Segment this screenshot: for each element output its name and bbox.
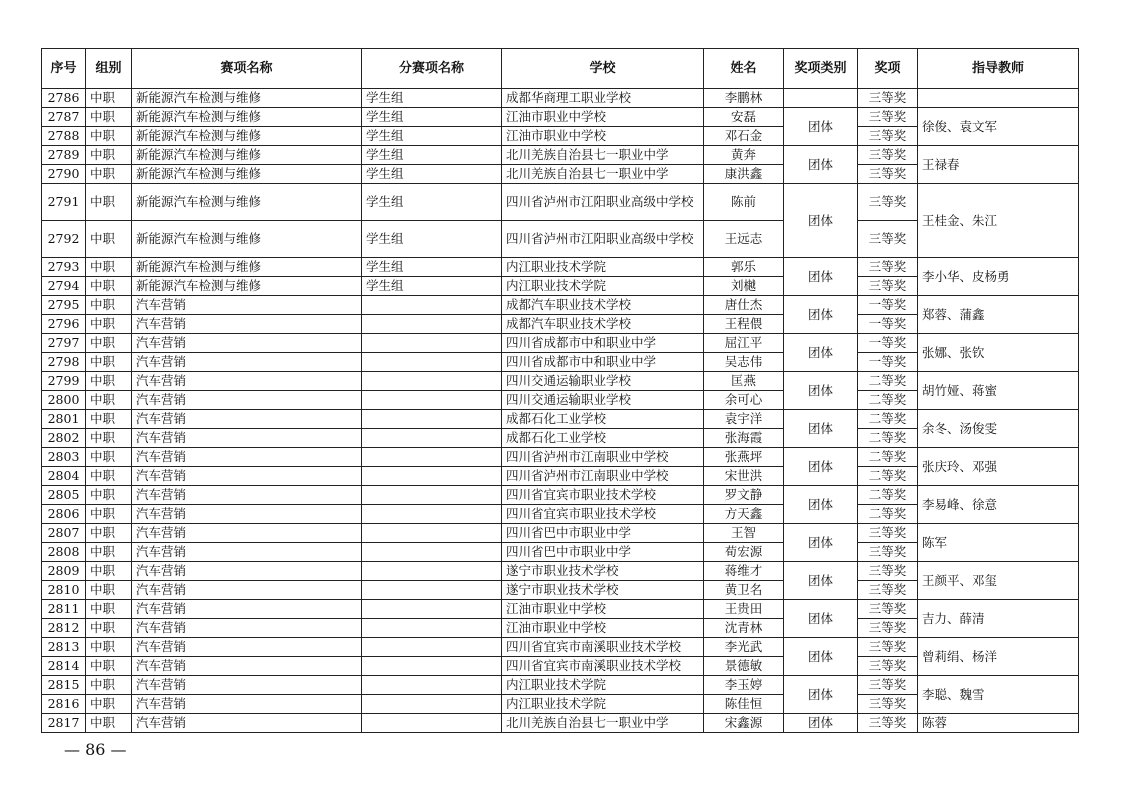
- cell-award-type: 团体: [784, 410, 858, 448]
- cell-group: 中职: [86, 353, 132, 372]
- cell-name: 李玉婷: [704, 676, 784, 695]
- table-row: [42, 258, 1079, 277]
- cell-school: 北川羌族自治县七一职业中学: [502, 714, 704, 733]
- cell-event: 新能源汽车检测与维修: [132, 89, 362, 108]
- cell-school: 四川交通运输职业学校: [502, 372, 704, 391]
- cell-no: 2792: [42, 221, 86, 258]
- cell-award: 三等奖: [858, 108, 918, 127]
- header-no: 序号: [42, 49, 86, 89]
- cell-event: 汽车营销: [132, 429, 362, 448]
- table-row: [42, 448, 1079, 467]
- cell-no: 2810: [42, 581, 86, 600]
- cell-group: 中职: [86, 581, 132, 600]
- cell-award: 三等奖: [858, 524, 918, 543]
- cell-award: 三等奖: [858, 258, 918, 277]
- cell-group: 中职: [86, 334, 132, 353]
- cell-name: 王程偎: [704, 315, 784, 334]
- table-row: [42, 562, 1079, 581]
- cell-award: 二等奖: [858, 391, 918, 410]
- cell-event: 新能源汽车检测与维修: [132, 146, 362, 165]
- table-row: [42, 676, 1079, 695]
- table-row: [42, 146, 1079, 165]
- cell-group: 中职: [86, 165, 132, 184]
- cell-no: 2791: [42, 184, 86, 221]
- cell-no: 2799: [42, 372, 86, 391]
- cell-no: 2807: [42, 524, 86, 543]
- cell-no: 2809: [42, 562, 86, 581]
- cell-no: 2801: [42, 410, 86, 429]
- cell-school: 四川省宜宾市南溪职业技术学校: [502, 657, 704, 676]
- cell-sub-event: [362, 657, 502, 676]
- cell-name: 方天鑫: [704, 505, 784, 524]
- cell-award: 三等奖: [858, 638, 918, 657]
- cell-group: 中职: [86, 486, 132, 505]
- cell-name: 景德敏: [704, 657, 784, 676]
- table-row: [42, 410, 1079, 429]
- cell-event: 新能源汽车检测与维修: [132, 127, 362, 146]
- cell-name: 沈青林: [704, 619, 784, 638]
- cell-no: 2787: [42, 108, 86, 127]
- cell-name: 荀宏源: [704, 543, 784, 562]
- header-event: 赛项名称: [132, 49, 362, 89]
- cell-school: 遂宁市职业技术学校: [502, 562, 704, 581]
- cell-sub-event: [362, 296, 502, 315]
- cell-award: 二等奖: [858, 486, 918, 505]
- cell-event: 汽车营销: [132, 296, 362, 315]
- cell-sub-event: [362, 695, 502, 714]
- cell-teacher: 王颜平、邓玺: [918, 562, 1079, 600]
- cell-teacher: 王桂金、朱江: [918, 184, 1079, 258]
- cell-teacher: 陈蓉: [918, 714, 1079, 733]
- table-row: [42, 372, 1079, 391]
- cell-name: 李鹏林: [704, 89, 784, 108]
- cell-no: 2812: [42, 619, 86, 638]
- page-number: — 86 —: [64, 740, 127, 759]
- cell-name: 王贵田: [704, 600, 784, 619]
- cell-teacher: 曾莉绢、杨洋: [918, 638, 1079, 676]
- cell-sub-event: 学生组: [362, 89, 502, 108]
- cell-name: 匡燕: [704, 372, 784, 391]
- cell-award-type: 团体: [784, 334, 858, 372]
- cell-award: 三等奖: [858, 562, 918, 581]
- cell-award: 二等奖: [858, 467, 918, 486]
- cell-award-type: 团体: [784, 638, 858, 676]
- cell-award: 三等奖: [858, 714, 918, 733]
- cell-event: 汽车营销: [132, 391, 362, 410]
- cell-award-type: [784, 89, 858, 108]
- cell-no: 2811: [42, 600, 86, 619]
- table-row: [42, 638, 1079, 657]
- cell-no: 2798: [42, 353, 86, 372]
- cell-event: 汽车营销: [132, 695, 362, 714]
- cell-no: 2802: [42, 429, 86, 448]
- cell-no: 2789: [42, 146, 86, 165]
- cell-no: 2793: [42, 258, 86, 277]
- cell-name: 余可心: [704, 391, 784, 410]
- cell-name: 张海霞: [704, 429, 784, 448]
- cell-no: 2806: [42, 505, 86, 524]
- cell-no: 2814: [42, 657, 86, 676]
- cell-sub-event: 学生组: [362, 165, 502, 184]
- cell-event: 新能源汽车检测与维修: [132, 258, 362, 277]
- cell-sub-event: 学生组: [362, 127, 502, 146]
- cell-award: 二等奖: [858, 448, 918, 467]
- cell-group: 中职: [86, 296, 132, 315]
- cell-no: 2796: [42, 315, 86, 334]
- cell-school: 内江职业技术学院: [502, 695, 704, 714]
- cell-name: 王远志: [704, 221, 784, 258]
- cell-name: 李光武: [704, 638, 784, 657]
- cell-event: 汽车营销: [132, 600, 362, 619]
- cell-name: 吴志伟: [704, 353, 784, 372]
- cell-event: 汽车营销: [132, 619, 362, 638]
- cell-name: 罗文静: [704, 486, 784, 505]
- cell-event: 汽车营销: [132, 315, 362, 334]
- cell-award: 三等奖: [858, 165, 918, 184]
- cell-group: 中职: [86, 619, 132, 638]
- cell-sub-event: [362, 714, 502, 733]
- cell-name: 邓石金: [704, 127, 784, 146]
- cell-teacher: 李聪、魏雪: [918, 676, 1079, 714]
- cell-group: 中职: [86, 127, 132, 146]
- cell-group: 中职: [86, 562, 132, 581]
- cell-name: 唐仕杰: [704, 296, 784, 315]
- cell-school: 成都汽车职业技术学校: [502, 296, 704, 315]
- cell-event: 汽车营销: [132, 372, 362, 391]
- header-name: 姓名: [704, 49, 784, 89]
- cell-school: 四川省宜宾市职业技术学校: [502, 486, 704, 505]
- cell-award: 二等奖: [858, 505, 918, 524]
- cell-event: 汽车营销: [132, 524, 362, 543]
- cell-event: 汽车营销: [132, 562, 362, 581]
- cell-teacher: 李易峰、徐意: [918, 486, 1079, 524]
- cell-group: 中职: [86, 184, 132, 221]
- cell-teacher: 胡竹娅、蒋蜜: [918, 372, 1079, 410]
- cell-no: 2788: [42, 127, 86, 146]
- cell-school: 四川省宜宾市南溪职业技术学校: [502, 638, 704, 657]
- cell-sub-event: [362, 543, 502, 562]
- cell-sub-event: [362, 429, 502, 448]
- cell-teacher: 余冬、汤俊雯: [918, 410, 1079, 448]
- cell-event: 汽车营销: [132, 505, 362, 524]
- cell-sub-event: [362, 562, 502, 581]
- cell-group: 中职: [86, 221, 132, 258]
- cell-award-type: 团体: [784, 486, 858, 524]
- cell-school: 四川省成都市中和职业中学: [502, 353, 704, 372]
- cell-group: 中职: [86, 505, 132, 524]
- table-row: [42, 296, 1079, 315]
- cell-sub-event: [362, 410, 502, 429]
- cell-school: 北川羌族自治县七一职业中学: [502, 146, 704, 165]
- cell-award-type: 团体: [784, 448, 858, 486]
- cell-group: 中职: [86, 410, 132, 429]
- cell-event: 汽车营销: [132, 581, 362, 600]
- cell-school: 四川省宜宾市职业技术学校: [502, 505, 704, 524]
- header-row: [42, 49, 1079, 89]
- cell-award-type: 团体: [784, 296, 858, 334]
- cell-school: 四川省巴中市职业中学: [502, 543, 704, 562]
- cell-name: 康洪鑫: [704, 165, 784, 184]
- cell-award-type: 团体: [784, 562, 858, 600]
- cell-award: 三等奖: [858, 277, 918, 296]
- cell-sub-event: [362, 676, 502, 695]
- cell-sub-event: [362, 600, 502, 619]
- cell-school: 江油市职业中学校: [502, 127, 704, 146]
- cell-event: 汽车营销: [132, 353, 362, 372]
- cell-no: 2815: [42, 676, 86, 695]
- header-award: 奖项: [858, 49, 918, 89]
- cell-sub-event: [362, 619, 502, 638]
- cell-name: 安磊: [704, 108, 784, 127]
- cell-sub-event: 学生组: [362, 146, 502, 165]
- cell-no: 2817: [42, 714, 86, 733]
- cell-school: 内江职业技术学院: [502, 258, 704, 277]
- cell-award: 一等奖: [858, 315, 918, 334]
- cell-school: 四川省巴中市职业中学: [502, 524, 704, 543]
- cell-event: 汽车营销: [132, 714, 362, 733]
- cell-sub-event: [362, 581, 502, 600]
- cell-group: 中职: [86, 146, 132, 165]
- cell-name: 黄卫名: [704, 581, 784, 600]
- cell-teacher: [918, 89, 1079, 108]
- cell-event: 汽车营销: [132, 676, 362, 695]
- table-row: [42, 714, 1079, 733]
- cell-award: 三等奖: [858, 221, 918, 258]
- cell-group: 中职: [86, 108, 132, 127]
- cell-group: 中职: [86, 315, 132, 334]
- cell-award-type: 团体: [784, 714, 858, 733]
- cell-group: 中职: [86, 89, 132, 108]
- cell-name: 郭乐: [704, 258, 784, 277]
- cell-group: 中职: [86, 391, 132, 410]
- cell-teacher: 徐俊、袁文军: [918, 108, 1079, 146]
- cell-award: 三等奖: [858, 146, 918, 165]
- cell-award: 一等奖: [858, 353, 918, 372]
- cell-name: 袁宇洋: [704, 410, 784, 429]
- cell-event: 新能源汽车检测与维修: [132, 277, 362, 296]
- cell-group: 中职: [86, 277, 132, 296]
- cell-award-type: 团体: [784, 372, 858, 410]
- cell-teacher: 陈军: [918, 524, 1079, 562]
- cell-sub-event: [362, 638, 502, 657]
- cell-sub-event: [362, 524, 502, 543]
- cell-school: 北川羌族自治县七一职业中学: [502, 165, 704, 184]
- cell-school: 江油市职业中学校: [502, 108, 704, 127]
- cell-teacher: 李小华、皮杨勇: [918, 258, 1079, 296]
- cell-name: 黄奔: [704, 146, 784, 165]
- table-row: [42, 524, 1079, 543]
- cell-no: 2795: [42, 296, 86, 315]
- cell-group: 中职: [86, 657, 132, 676]
- header-award-type: 奖项类别: [784, 49, 858, 89]
- cell-event: 新能源汽车检测与维修: [132, 221, 362, 258]
- cell-award: 三等奖: [858, 657, 918, 676]
- cell-event: 新能源汽车检测与维修: [132, 165, 362, 184]
- cell-event: 汽车营销: [132, 657, 362, 676]
- cell-sub-event: 学生组: [362, 221, 502, 258]
- table-row: [42, 486, 1079, 505]
- cell-award: 一等奖: [858, 296, 918, 315]
- cell-school: 内江职业技术学院: [502, 676, 704, 695]
- cell-sub-event: [362, 315, 502, 334]
- cell-event: 汽车营销: [132, 410, 362, 429]
- header-sub-event: 分赛项名称: [362, 49, 502, 89]
- cell-group: 中职: [86, 676, 132, 695]
- header-group: 组别: [86, 49, 132, 89]
- cell-no: 2804: [42, 467, 86, 486]
- cell-school: 遂宁市职业技术学校: [502, 581, 704, 600]
- cell-school: 四川省成都市中和职业中学: [502, 334, 704, 353]
- cell-award: 二等奖: [858, 410, 918, 429]
- cell-award-type: 团体: [784, 108, 858, 146]
- cell-award: 三等奖: [858, 619, 918, 638]
- cell-school: 四川省泸州市江南职业中学校: [502, 448, 704, 467]
- cell-sub-event: 学生组: [362, 277, 502, 296]
- cell-award: 三等奖: [858, 581, 918, 600]
- cell-award-type: 团体: [784, 600, 858, 638]
- cell-school: 四川省泸州市江阳职业高级中学校: [502, 221, 704, 258]
- cell-no: 2800: [42, 391, 86, 410]
- table-row: [42, 89, 1079, 108]
- cell-no: 2808: [42, 543, 86, 562]
- cell-name: 蒋维才: [704, 562, 784, 581]
- cell-school: 内江职业技术学院: [502, 277, 704, 296]
- cell-event: 汽车营销: [132, 486, 362, 505]
- cell-event: 汽车营销: [132, 543, 362, 562]
- cell-teacher: 吉力、薛清: [918, 600, 1079, 638]
- cell-no: 2813: [42, 638, 86, 657]
- cell-school: 江油市职业中学校: [502, 600, 704, 619]
- table-row: [42, 108, 1079, 127]
- cell-no: 2797: [42, 334, 86, 353]
- award-table: [41, 48, 1079, 733]
- cell-teacher: 郑蓉、蒲鑫: [918, 296, 1079, 334]
- cell-teacher: 王禄春: [918, 146, 1079, 184]
- cell-award-type: 团体: [784, 676, 858, 714]
- cell-name: 宋世洪: [704, 467, 784, 486]
- cell-school: 成都华商理工职业学校: [502, 89, 704, 108]
- header-school: 学校: [502, 49, 704, 89]
- cell-group: 中职: [86, 600, 132, 619]
- cell-sub-event: [362, 448, 502, 467]
- cell-award-type: 团体: [784, 184, 858, 258]
- cell-school: 江油市职业中学校: [502, 619, 704, 638]
- cell-award: 三等奖: [858, 127, 918, 146]
- table-row: [42, 334, 1079, 353]
- cell-name: 陈佳恒: [704, 695, 784, 714]
- cell-no: 2803: [42, 448, 86, 467]
- cell-award: 二等奖: [858, 372, 918, 391]
- cell-group: 中职: [86, 258, 132, 277]
- cell-award: 三等奖: [858, 676, 918, 695]
- cell-sub-event: [362, 505, 502, 524]
- cell-event: 汽车营销: [132, 334, 362, 353]
- cell-no: 2816: [42, 695, 86, 714]
- cell-school: 成都汽车职业技术学校: [502, 315, 704, 334]
- cell-name: 陈前: [704, 184, 784, 221]
- cell-event: 汽车营销: [132, 448, 362, 467]
- cell-name: 王智: [704, 524, 784, 543]
- cell-award: 二等奖: [858, 429, 918, 448]
- cell-group: 中职: [86, 429, 132, 448]
- cell-award: 三等奖: [858, 89, 918, 108]
- cell-name: 张燕坪: [704, 448, 784, 467]
- header-teacher: 指导教师: [918, 49, 1079, 89]
- cell-sub-event: [362, 391, 502, 410]
- cell-school: 四川省泸州市江南职业中学校: [502, 467, 704, 486]
- cell-award: 三等奖: [858, 695, 918, 714]
- cell-award: 三等奖: [858, 184, 918, 221]
- cell-sub-event: [362, 334, 502, 353]
- cell-group: 中职: [86, 543, 132, 562]
- cell-event: 汽车营销: [132, 467, 362, 486]
- cell-sub-event: [362, 467, 502, 486]
- cell-school: 成都石化工业学校: [502, 429, 704, 448]
- cell-group: 中职: [86, 372, 132, 391]
- cell-name: 刘樾: [704, 277, 784, 296]
- cell-sub-event: 学生组: [362, 108, 502, 127]
- cell-award-type: 团体: [784, 146, 858, 184]
- cell-group: 中职: [86, 524, 132, 543]
- cell-award: 三等奖: [858, 600, 918, 619]
- cell-award: 一等奖: [858, 334, 918, 353]
- cell-group: 中职: [86, 467, 132, 486]
- cell-name: 屈江平: [704, 334, 784, 353]
- cell-teacher: 张娜、张钦: [918, 334, 1079, 372]
- cell-school: 成都石化工业学校: [502, 410, 704, 429]
- cell-event: 汽车营销: [132, 638, 362, 657]
- cell-no: 2786: [42, 89, 86, 108]
- table-row: [42, 600, 1079, 619]
- cell-award-type: 团体: [784, 258, 858, 296]
- cell-no: 2794: [42, 277, 86, 296]
- cell-sub-event: [362, 486, 502, 505]
- cell-sub-event: 学生组: [362, 184, 502, 221]
- cell-no: 2805: [42, 486, 86, 505]
- cell-sub-event: [362, 353, 502, 372]
- cell-school: 四川省泸州市江阳职业高级中学校: [502, 184, 704, 221]
- cell-group: 中职: [86, 638, 132, 657]
- cell-group: 中职: [86, 714, 132, 733]
- cell-sub-event: 学生组: [362, 258, 502, 277]
- table-row: [42, 184, 1079, 221]
- cell-school: 四川交通运输职业学校: [502, 391, 704, 410]
- cell-event: 新能源汽车检测与维修: [132, 184, 362, 221]
- cell-no: 2790: [42, 165, 86, 184]
- cell-award-type: 团体: [784, 524, 858, 562]
- cell-group: 中职: [86, 448, 132, 467]
- cell-event: 新能源汽车检测与维修: [132, 108, 362, 127]
- cell-group: 中职: [86, 695, 132, 714]
- cell-name: 宋鑫源: [704, 714, 784, 733]
- cell-sub-event: [362, 372, 502, 391]
- cell-award: 三等奖: [858, 543, 918, 562]
- cell-teacher: 张庆玲、邓强: [918, 448, 1079, 486]
